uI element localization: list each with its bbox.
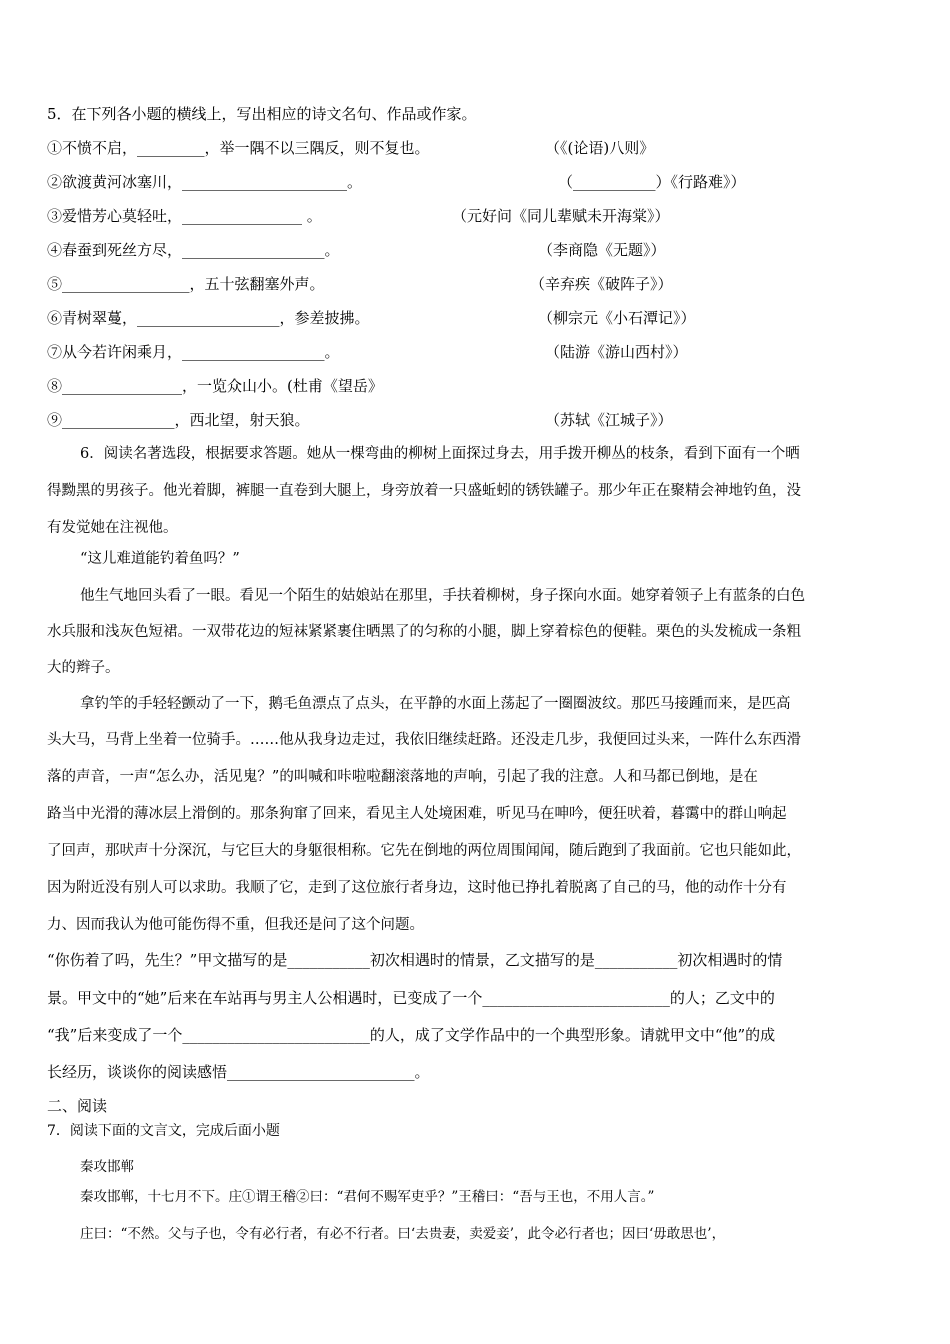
q5-item-5: ⑤_________________，五十弦翻塞外声。 — [47, 275, 325, 293]
q6-question-line-4: 长经历，谈谈你的阅读感悟_________________________。 — [47, 1063, 430, 1081]
q5-title: 5．在下列各小题的横线上，写出相应的诗文名句、作品或作家。 — [47, 105, 477, 123]
q6-question-line-1: “你伤着了吗，先生？”甲文描写的是___________初次相遇时的情景，乙文描写的是___________初次相遇时的情 — [47, 951, 783, 969]
q5-item-1-source: （《(论语)八则》 — [545, 139, 655, 157]
q6-line-1: 6．阅读名著选段，根据要求答题。她从一棵弯曲的柳树上面探过身去，用手拨开柳丛的枝条，看到下面有一个晒 — [80, 446, 800, 462]
q6-line-7: 大的辫子。 — [47, 660, 120, 676]
q6-line-6: 水兵服和浅灰色短裙。一双带花边的短袜紧紧裹住晒黑了的匀称的小腿，脚上穿着棕色的便鞋。栗色的头发梳成一条粗 — [47, 624, 801, 640]
q5-item-5-source: （辛弃疾《破阵子》） — [530, 275, 673, 293]
q6-line-8: 拿钓竿的手轻轻颤动了一下，鹅毛鱼漂点了点头，在平静的水面上荡起了一圈圈波纹。那匹马接踵而来，是匹高 — [80, 696, 791, 712]
q5-item-8: ⑧________________，一览众山小。(杜甫《望岳》 — [47, 377, 383, 395]
q6-question-line-3: “我”后来变成了一个_________________________的人，成了文学作品中的一个典型形象。请就甲文中“他”的成 — [47, 1026, 776, 1044]
q7-line-1: 秦攻邯郸，十七月不下。庄①谓王稽②曰：“君何不赐军吏乎？”王稽曰：“吾与王也，不用人言。” — [80, 1189, 655, 1205]
q5-item-7: ⑦从今若许闲乘月，___________________。 — [47, 343, 340, 361]
q6-line-9: 头大马，马背上坐着一位骑手。……他从我身边走过，我依旧继续赶路。还没走几步，我便回过头来，一阵什么东西滑 — [47, 732, 801, 748]
q6-line-5: 他生气地回头看了一眼。看见一个陌生的姑娘站在那里，手扶着柳树，身子探向水面。她穿着领子上有蓝条的白色 — [80, 588, 805, 604]
q5-item-2: ②欲渡黄河冰塞川，______________________。 — [47, 173, 363, 191]
q5-item-6-source: （柳宗元《小石潭记》） — [538, 309, 696, 327]
q5-item-4-source: （李商隐《无题》） — [538, 241, 666, 259]
q5-item-9-source: （苏轼《江城子》） — [545, 411, 673, 429]
q5-item-1: ①不愤不启，_________，举一隅不以三隅反，则不复也。 — [47, 139, 430, 157]
q5-item-3-source: （元好问《同儿辈赋未开海棠》） — [452, 207, 670, 225]
q6-line-13: 因为附近没有别人可以求助。我顺了它，走到了这位旅行者身边，这时他已挣扎着脱离了自己的马，他的动作十分有 — [47, 880, 787, 896]
q5-item-4: ④春蚕到死丝方尽，___________________。 — [47, 241, 340, 259]
q5-item-9: ⑨_______________，西北望，射天狼。 — [47, 411, 310, 429]
section-2-title: 二、阅读 — [47, 1097, 108, 1115]
q6-line-14: 力、因而我认为他可能伤得不重，但我还是问了这个问题。 — [47, 917, 424, 933]
q6-line-4: “这儿难道能钓着鱼吗？” — [80, 551, 240, 567]
q7-title: 7．阅读下面的文言文，完成后面小题 — [47, 1123, 280, 1139]
q6-line-2: 得黝黑的男孩子。他光着脚，裤腿一直卷到大腿上，身旁放着一只盛蚯蚓的锈铁罐子。那少年正在聚精会神地钓鱼，没 — [47, 483, 801, 499]
q6-line-11: 路当中光滑的薄冰层上滑倒的。那条狗窜了回来，看见主人处境困难，听见马在呻吟，便狂吠着，暮霭中的群山响起 — [47, 806, 787, 822]
q5-item-7-source: （陆游《游山西村》） — [545, 343, 688, 361]
q7-line-2: 庄曰：“不然。父与子也，令有必行者，有必不行者。曰‘去贵妻，卖爱妾’，此令必行者也；因曰‘毋敢思也’， — [80, 1226, 726, 1242]
q6-line-12: 了回声，那吠声十分深沉，与它巨大的身躯很相称。它先在倒地的两位周围闻闻，随后跑到了我面前。它也只能如此， — [47, 843, 801, 859]
q6-question-line-2: 景。甲文中的“她”后来在车站再与男主人公相遇时，已变成了一个_________________________的人；乙文中的 — [47, 989, 775, 1007]
q6-line-10: 落的声音，一声“怎么办，活见鬼？”的叫喊和咔啦啦翻滚落地的声响，引起了我的注意。人和马都已倒地，是在 — [47, 769, 758, 785]
q7-passage-title: 秦攻邯郸 — [80, 1159, 134, 1175]
q6-line-3: 有发觉她在注视他。 — [47, 520, 178, 536]
q5-item-2-source: （___________）《行路难》） — [558, 173, 746, 191]
q5-item-3: ③爱惜芳心莫轻吐，________________ 。 — [47, 207, 322, 225]
q5-item-6: ⑥青树翠蔓，___________________，参差披拂。 — [47, 309, 370, 327]
